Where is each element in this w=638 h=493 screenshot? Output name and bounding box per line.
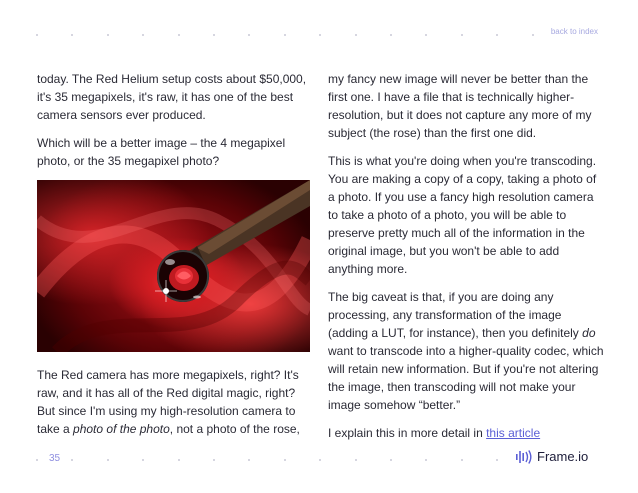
rule-dot	[178, 459, 180, 461]
rule-dot	[107, 459, 109, 461]
rule-dot	[355, 34, 357, 36]
rule-dot	[71, 459, 73, 461]
rule-dot	[425, 34, 427, 36]
frameio-logo	[513, 449, 591, 464]
rule-dot	[532, 34, 534, 36]
rule-dot	[496, 34, 498, 36]
this-article-link[interactable]: this article	[486, 426, 541, 440]
rule-dot	[213, 459, 215, 461]
rule-dot	[496, 459, 498, 461]
left-column	[37, 70, 313, 448]
rule-dot	[319, 459, 321, 461]
rule-dot	[36, 459, 38, 461]
rose-in-drop-photo	[37, 180, 310, 352]
right-paragraph-4: I explain this in more detail in this article	[328, 426, 541, 440]
right-paragraph-2: This is what you're doing when you're transcoding. You are making a copy of a copy, taking a photo of a photo. If you use a fancy high resolution camera to take a photo of a photo, you will be able to preserve pretty much all of the information in the original image, but you won't be able to add anything more.	[328, 154, 597, 276]
left-paragraph-1: today. The Red Helium setup costs about $50,000, it's 35 megapixels, it's raw, it has one of the best camera sensors ever produced.	[37, 72, 307, 122]
rule-dot	[390, 459, 392, 461]
page-number: 35	[46, 453, 63, 464]
brand-name: Frame.io	[537, 449, 589, 464]
rule-dot	[248, 459, 250, 461]
rule-dot	[213, 34, 215, 36]
rule-dot	[178, 34, 180, 36]
back-to-index-link[interactable]: back to index	[550, 27, 598, 36]
rule-dot	[107, 34, 109, 36]
rule-dot	[390, 34, 392, 36]
frameio-waveform-icon	[516, 450, 532, 464]
left-paragraph-3: The Red camera has more megapixels, right? It's raw, and it has all of the Red digital magic, right? But since I'm using my high-resolution camera to take a photo of the photo, not a photo of the rose,	[37, 368, 300, 436]
rule-dot	[142, 459, 144, 461]
rule-dot	[355, 459, 357, 461]
rule-dot	[36, 34, 38, 36]
right-column	[328, 70, 604, 452]
rule-dot	[425, 459, 427, 461]
rule-dot	[319, 34, 321, 36]
right-paragraph-1: my fancy new image will never be better than the first one. I have a file that is technically higher-resolution, but it does not capture any more of my subject (the rose) than the first one did.	[328, 72, 592, 140]
rule-dot	[461, 34, 463, 36]
rule-dot	[142, 34, 144, 36]
rule-dot	[284, 459, 286, 461]
rule-dot	[71, 34, 73, 36]
rule-dot	[284, 34, 286, 36]
rule-dot	[248, 34, 250, 36]
top-dot-rule	[0, 34, 638, 40]
left-paragraph-2: Which will be a better image – the 4 megapixel photo, or the 35 megapixel photo?	[37, 136, 286, 168]
right-paragraph-3: The big caveat is that, if you are doing any processing, any transformation of the image (adding a LUT, for instance), then you definitely do want to transcode into a higher-quality codec, which will retain new information. But if you're not altering the image, then transcoding will not make your image somehow “better.”	[328, 290, 604, 412]
rule-dot	[461, 459, 463, 461]
